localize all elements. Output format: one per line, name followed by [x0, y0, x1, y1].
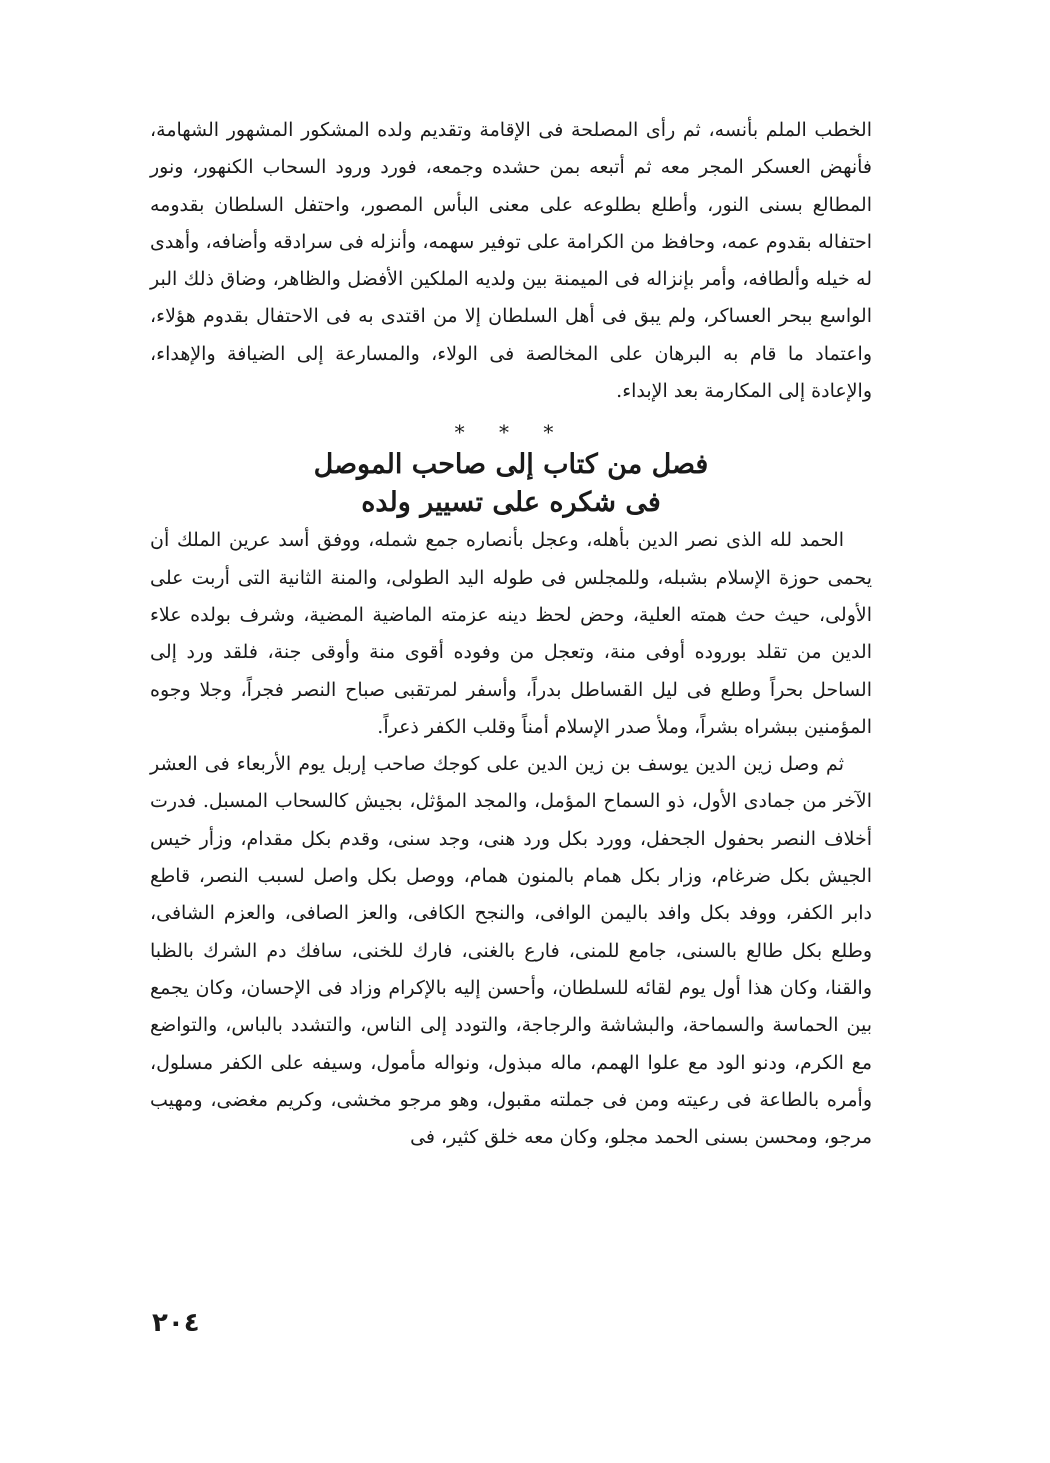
- section-separator: * * *: [454, 420, 568, 445]
- section-heading-line-1: فصل من كتاب إلى صاحب الموصل: [313, 449, 709, 481]
- section-heading-line-2: فى شكره على تسيير ولده: [361, 487, 661, 519]
- paragraph-arrival-text: ثم وصل زين الدين يوسف بن زين الدين على كوجك صاحب إربل يوم الأربعاء فى العشر الآخر من جمادى الأول، ذو السماح المؤمل، والمجد المؤثل، بجيش كالسحاب المسبل. فدرت أخلاف النصر بحفول الجحفل، وورد بكل ورد هنى، وجد سنى، وقدم بكل مقدام، وزأر خيس الجيش بكل ضرغام، وزار بكل همام بالمنون همام، ووصل بكل واصل لسبب النصر، قاطع دابر الكفر، ووفد بكل وافد باليمن الوافى، والنجح الكافى، والعز الصافى، والعزم الشافى، وطلع بكل طالع بالسنى، جامع للمنى، فارع بالغنى، فارك للخنى، سافك دم الشرك بالظبا والقنا، وكان هذا أول يوم لقائه للسلطان، وأحسن إليه بالإكرام وزاد فى الإحسان، وكان يجمع بين الحماسة والسماحة، والبشاشة والرجاجة، والتودد إلى الناس، والتشدد بالباس، والتواضع مع الكرم، ودنو الود مع علوا الهمم، ماله مبذول، ونواله مأمول، وسيفه على الكفر مسلول، وأمره بالطاعة فى رعيته ومن فى جملته مقبول، وهو مرجو مخشى، وكريم مغضى، ومهيب مرجو، ومحسن بسنى الحمد مجلو، وكان معه خلق كثير، فى: [150, 753, 872, 1149]
- paragraph-opening: الخطب الملم بأنسه، ثم رأى المصلحة فى الإقامة وتقديم ولده المشكور المشهور الشهامة، فأنهض العسكر المجر معه ثم أتبعه بمن حشده وجمعه، فورد ورود السحاب الكنهور، ونور المطالع بسنى النور، وأطلع بطلوعه على معنى البأس المصور، واحتفل السلطان بقدومه احتفاله بقدوم عمه، وحافظ من الكرامة على توفير سهمه، وأنزله فى سرادقه وأضافه، وأهدى له خيله وألطافه، وأمر بإنزاله فى الميمنة بين ولديه الملكين الأفضل والظاهر، وضاق ذلك البر الواسع ببحر العساكر، ولم يبق فى أهل السلطان إلا من اقتدى به فى الاحتفال بقدوم هؤلاء، واعتماد ما قام به البرهان على المخالصة فى الولاء، والمسارعة إلى الضيافة والإهداء، والإعادة إلى المكارمة بعد الإبداء.: [150, 119, 872, 403]
- paragraph-praise-text: الحمد لله الذى نصر الدين بأهله، وعجل بأنصاره جمع شمله، ووفق أسد عرين الملك أن يحمى حوزة الإسلام بشبله، وللمجلس فى طوله اليد الطولى، والمنة الثانية التى أربت على الأولى، حيث حث همته العلية، وحض لحظ دينه عزمته الماضية المضية، وشرف بولده علاء الدين من تقلد بوروده أوفى منة، وتعجل من وفوده أقوى منة وأوقى جنة، فلقد ورد إلى الساحل بحراً وطلع فى ليل القساطل بدراً، وأسفر لمرتقبى صباح النصر فجراً، وجلا وجوه المؤمنين ببشراه بشراً، وملأ صدر الإسلام أمناً وقلب الكفر ذعراً.: [150, 529, 872, 738]
- paragraph-arrival: [150, 746, 872, 1156]
- page-number: ٢٠٤: [152, 1308, 200, 1338]
- page-body: [150, 112, 872, 1156]
- paragraph-praise: [150, 522, 872, 746]
